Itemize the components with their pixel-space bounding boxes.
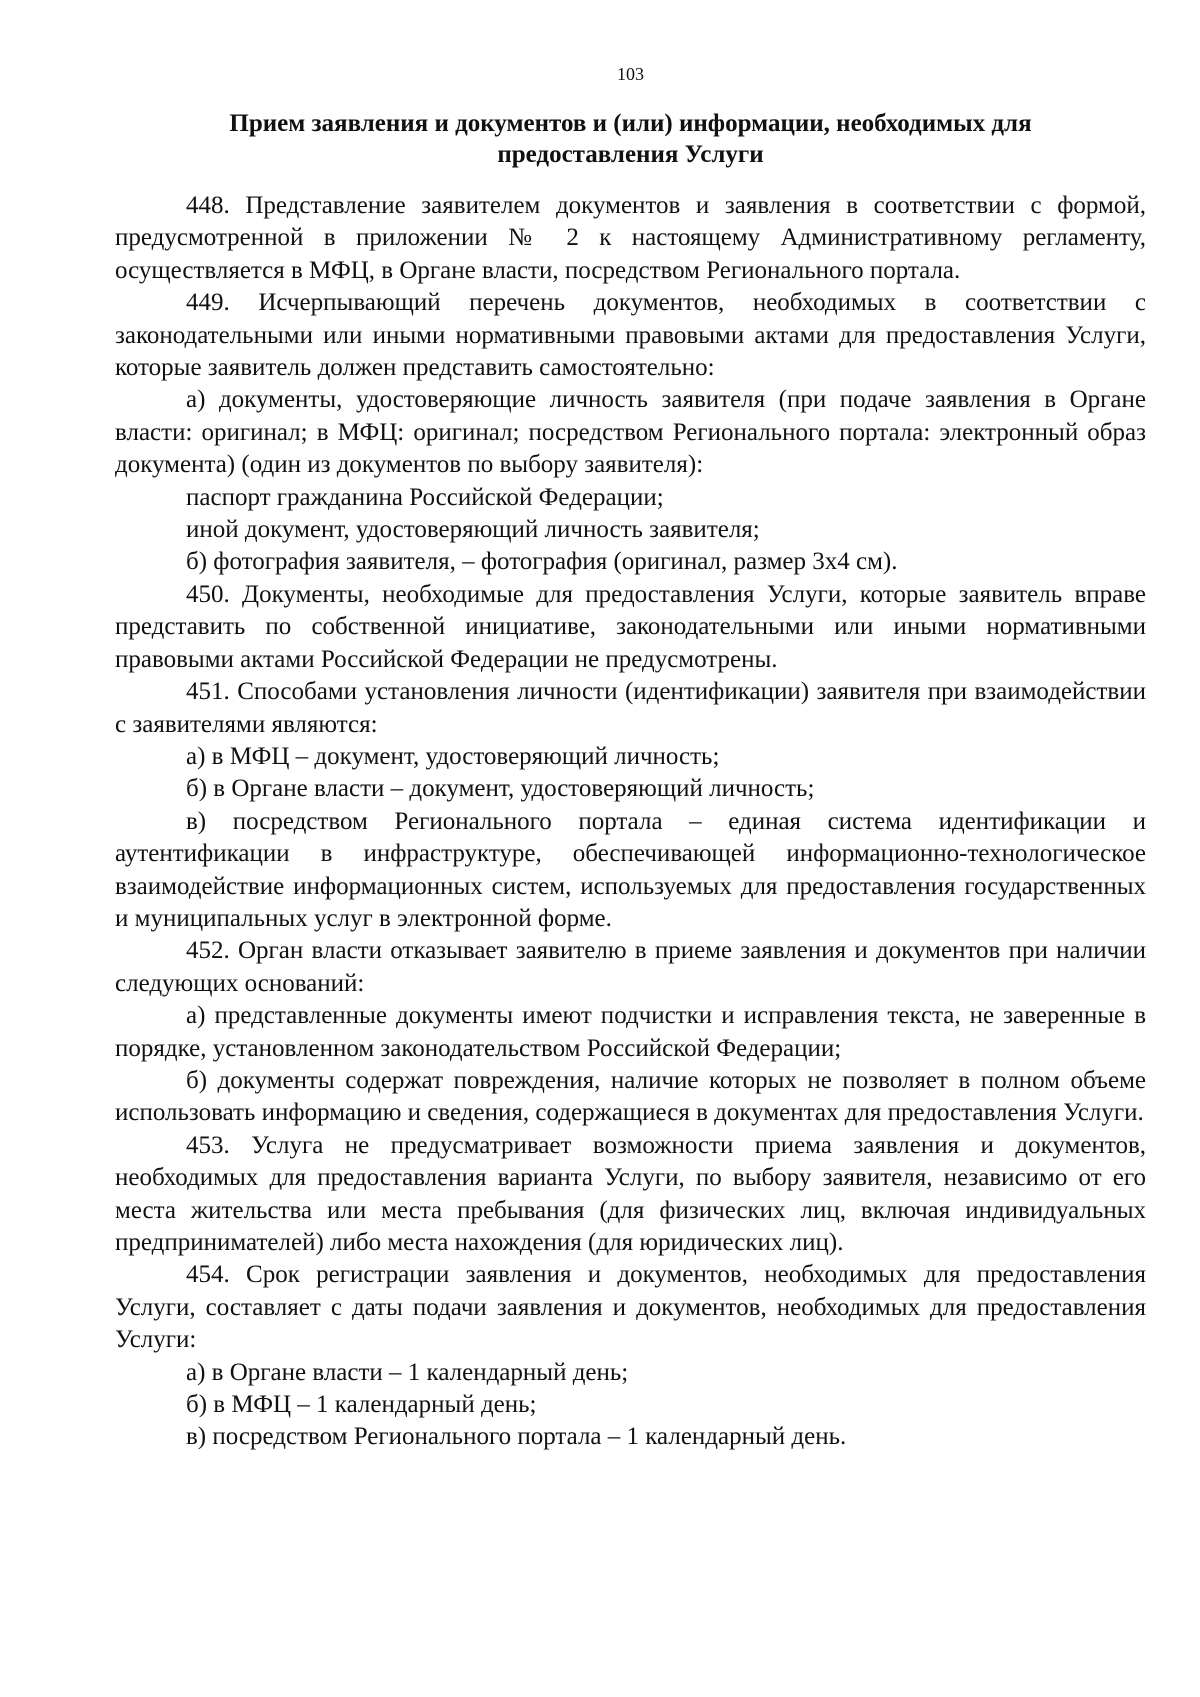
paragraph-449-a: а) документы, удостоверяющие личность заявителя (при подаче заявления в Органе власти: оригинал; в МФЦ: оригинал; посредством Регионального портала: электронный образ документа) (один из документов по выбору заявителя): xyxy=(115,386,1146,479)
paragraph-454: 454. Срок регистрации заявления и документов, необходимых для предоставления Услуги, составляет с даты подачи заявления и документов, необходимых для предоставления Услуги: xyxy=(115,1261,1146,1354)
paragraph-451: 451. Способами установления личности (идентификации) заявителя при взаимодействии с заявителями являются: xyxy=(115,678,1146,738)
paragraph-452-b: б) документы содержат повреждения, наличие которых не позволяет в полном объеме использовать информацию и сведения, содержащиеся в документах для предоставления Услуги. xyxy=(115,1066,1146,1127)
page-number: 103 xyxy=(617,64,644,84)
paragraph-453: 453. Услуга не предусматривает возможности приема заявления и документов, необходимых для предоставления варианта Услуги, по выбору заявителя, независимо от его места жительства или места пребывания (для физических лиц, включая индивидуальных предпринимателей) либо места нахождения (для юридических лиц). xyxy=(115,1131,1146,1256)
paragraph-449-b: б) фотография заявителя, – фотография (оригинал, размер 3x4 см). xyxy=(186,548,898,576)
paragraph-451-a: а) в МФЦ – документ, удостоверяющий личность; xyxy=(186,742,720,770)
paragraph-448: 448. Представление заявителем документов и заявления в соответствии с формой, предусмотренной в приложении № 2 к настоящему Административному регламенту, осуществляется в МФЦ, в Органе власти, посредством Регионального портала. xyxy=(115,192,1146,284)
paragraph-450: 450. Документы, необходимые для предоставления Услуги, которые заявитель вправе представить по собственной инициативе, законодательными или иными нормативными правовыми актами Российской Федерации не предусмотрены. xyxy=(115,580,1146,673)
section-heading: Прием заявления и документов и (или) информации, необходимых для предоставления Услуги xyxy=(229,110,1032,168)
paragraph-454-v: в) посредством Регионального портала – 1 календарный день. xyxy=(186,1423,847,1451)
paragraph-449-a-passport: паспорт гражданина Российской Федерации; xyxy=(186,483,664,511)
document-body xyxy=(115,190,1146,1454)
paragraph-449-a-other-id: иной документ, удостоверяющий личность заявителя; xyxy=(186,516,760,544)
paragraph-454-a: а) в Органе власти – 1 календарный день; xyxy=(186,1358,629,1386)
paragraph-452-a: а) представленные документы имеют подчистки и исправления текста, не заверенные в порядке, установленном законодательством Российской Федерации; xyxy=(115,1002,1146,1062)
paragraph-454-b: б) в МФЦ – 1 календарный день; xyxy=(186,1391,537,1419)
paragraph-452: 452. Орган власти отказывает заявителю в приеме заявления и документов при наличии следующих оснований: xyxy=(115,937,1146,997)
paragraph-449: 449. Исчерпывающий перечень документов, необходимых в соответствии с законодательными или иными нормативными правовыми актами для предоставления Услуги, которые заявитель должен представить самостоятельно: xyxy=(115,289,1146,382)
paragraph-451-v: в) посредством Регионального портала – единая система идентификации и аутентификации в инфраструктуре, обеспечивающей информационно-технологическое взаимодействие информационных систем, используемых для предоставления государственных и муниципальных услуг в электронной форме. xyxy=(115,807,1146,932)
paragraph-451-b: б) в Органе власти – документ, удостоверяющий личность; xyxy=(186,775,815,803)
document-page xyxy=(115,62,1146,1454)
